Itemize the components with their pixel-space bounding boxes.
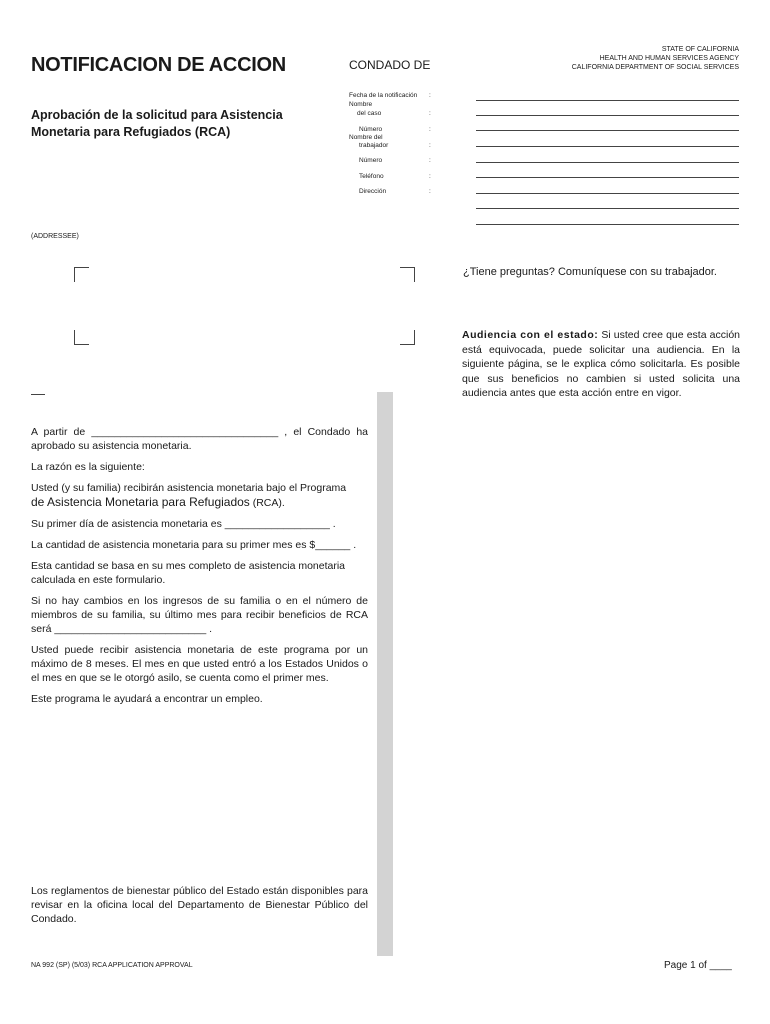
fill-line-case-number[interactable] bbox=[476, 130, 739, 131]
agency-line: CALIFORNIA DEPARTMENT OF SOCIAL SERVICES bbox=[571, 64, 739, 71]
page-number: Page 1 of ____ bbox=[664, 960, 732, 971]
form-subtitle bbox=[31, 107, 311, 141]
address-window-corner bbox=[400, 267, 415, 282]
field-worker-number: Número : bbox=[359, 157, 431, 164]
county-label: CONDADO DE bbox=[349, 58, 431, 72]
body-paragraph: Usted (y su familia) recibirán asistencia monetaria bajo el Programa de Asistencia Monetaria para Refugiados (RCA). bbox=[31, 482, 347, 509]
hearing-heading: Audiencia con el estado: bbox=[462, 329, 599, 341]
field-case-number: Número : bbox=[359, 126, 431, 133]
fill-line-address-1[interactable] bbox=[476, 193, 739, 194]
address-window-corner bbox=[74, 267, 89, 282]
body-paragraph: Si no hay cambios en los ingresos de su familia o en el número de miembros de su familia, su último mes para recibir beneficios de RCA será __________________________ . bbox=[31, 595, 368, 635]
field-address: Dirección : bbox=[359, 188, 431, 195]
fill-line-worker-name[interactable] bbox=[476, 146, 739, 147]
agency-block bbox=[572, 45, 739, 72]
page-title: NOTIFICACION DE ACCION bbox=[31, 54, 286, 76]
field-worker-name: trabajador : bbox=[359, 142, 431, 149]
subtitle-line: Monetaria para Refugiados (RCA) bbox=[31, 125, 231, 139]
notice-body bbox=[31, 425, 368, 713]
body-paragraph: Su primer día de asistencia monetaria es __________________ . bbox=[31, 518, 336, 530]
state-hearing-note bbox=[462, 328, 740, 401]
body-paragraph: La razón es la siguiente: bbox=[31, 461, 145, 473]
body-paragraph: La cantidad de asistencia monetaria para su primer mes es $______ . bbox=[31, 539, 357, 551]
field-phone: Teléfono : bbox=[359, 173, 431, 180]
body-paragraph: A partir de ________________________________ , el Condado ha aprobado su asistencia monetaria. bbox=[31, 426, 368, 452]
subtitle-line: Aprobación de la solicitud para Asistencia bbox=[31, 108, 283, 122]
fill-line-address-3[interactable] bbox=[476, 224, 739, 225]
fill-line-worker-number[interactable] bbox=[476, 162, 739, 163]
body-paragraph: Este programa le ayudará a encontrar un empleo. bbox=[31, 693, 263, 705]
fill-line-case-name[interactable] bbox=[476, 115, 739, 116]
field-worker-name-label: Nombre del bbox=[349, 134, 383, 141]
fill-line-date[interactable] bbox=[476, 100, 739, 101]
hearing-text: Si usted cree que esta acción está equivocada, puede solicitar una audiencia. En la siguiente página, se le explica cómo solicitarla. Es posible que sus beneficios no cambien si usted solicita una audiencia antes que esta acción entre en vigor. bbox=[462, 329, 741, 399]
column-divider bbox=[377, 392, 393, 956]
fold-mark bbox=[31, 394, 45, 395]
agency-line: HEALTH AND HUMAN SERVICES AGENCY bbox=[599, 55, 739, 62]
agency-line: STATE OF CALIFORNIA bbox=[661, 46, 739, 53]
regulations-note: Los reglamentos de bienestar público del Estado están disponibles para revisar en la oficina local del Departamento de Bienestar Público del Condado. bbox=[31, 885, 368, 925]
field-case-name: del caso : bbox=[357, 110, 431, 117]
body-paragraph: Usted puede recibir asistencia monetaria de este programa por un máximo de 8 meses. El mes en que usted entró a los Estados Unidos o el mes en que se le otorgó asilo, se cuenta como el primer mes. bbox=[31, 644, 368, 684]
fill-line-address-2[interactable] bbox=[476, 208, 739, 209]
form-id: NA 992 (SP) (5/03) RCA APPLICATION APPROVAL bbox=[31, 962, 193, 969]
body-paragraph: Esta cantidad se basa en su mes completo de asistencia monetaria calculada en este formulario. bbox=[31, 560, 346, 586]
addressee-label: (ADDRESSEE) bbox=[31, 233, 79, 240]
field-case-name-label: Nombre bbox=[349, 101, 373, 108]
field-date: Fecha de la notificación : bbox=[349, 92, 431, 99]
address-window-corner bbox=[400, 330, 415, 345]
fill-line-phone[interactable] bbox=[476, 177, 739, 178]
address-window-corner bbox=[74, 330, 89, 345]
questions-note: ¿Tiene preguntas? Comuníquese con su trabajador. bbox=[463, 266, 717, 278]
